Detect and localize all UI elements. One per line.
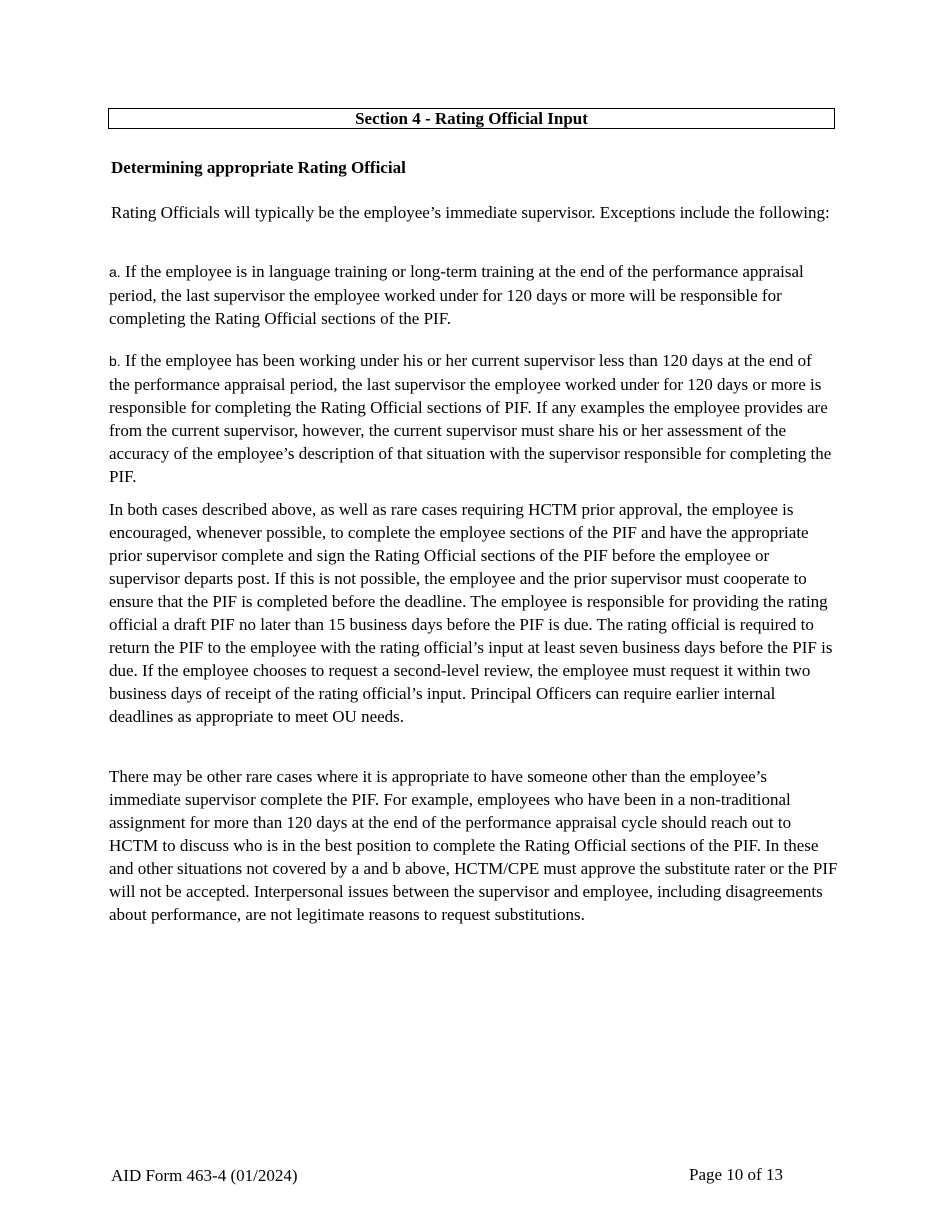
- section-title-box: [108, 108, 835, 129]
- section-heading: Determining appropriate Rating Official: [111, 158, 406, 177]
- exception-b-text: If the employee has been working under his or her current supervisor less than 120 days at the end of the performance appraisal period, the last supervisor the employee worked under for 120 days or more is responsible for completing the Rating Official sections of PIF. If any examples the employee provides are from the current supervisor, however, the current supervisor must share his or her assessment of the accuracy of the employee’s description of that situation with the supervisor responsible for completing the PIF.: [109, 351, 832, 486]
- both-cases-paragraph: In both cases described above, as well as rare cases requiring HCTM prior approval, the employee is encouraged, whenever possible, to complete the employee sections of the PIF and have the appropriate prior supervisor complete and sign the Rating Official sections of the PIF before the employee or supervisor departs post. If this is not possible, the employee and the prior supervisor must cooperate to ensure that the PIF is completed before the deadline. The employee is responsible for providing the rating official a draft PIF no later than 15 business days before the PIF is due. The rating official is required to return the PIF to the employee with the rating official’s input at least seven business days before the PIF is due. If the employee chooses to request a second-level review, the employee must request it within two business days of receipt of the rating official’s input. Principal Officers can require earlier internal deadlines as appropriate to meet OU needs.: [109, 500, 833, 726]
- intro-paragraph: Rating Officials will typically be the employee’s immediate supervisor. Exceptions include the following:: [111, 203, 830, 222]
- other-cases-paragraph: There may be other rare cases where it is appropriate to have someone other than the employee’s immediate supervisor complete the PIF. For example, employees who have been in a non-traditional assignment for more than 120 days at the end of the performance appraisal cycle should reach out to HCTM to discuss who is in the best position to complete the Rating Official sections of the PIF. In these and other situations not covered by a and b above, HCTM/CPE must approve the substitute rater or the PIF will not be accepted. Interpersonal issues between the supervisor and employee, including disagreements about performance, are not legitimate reasons to request substitutions.: [109, 767, 838, 924]
- exception-a-paragraph: [109, 260, 834, 330]
- section-title: Section 4 - Rating Official Input: [355, 109, 588, 128]
- exception-b-label: b.: [109, 353, 121, 369]
- exception-b-paragraph: [109, 349, 834, 488]
- footer-page-number: Page 10 of 13: [689, 1165, 783, 1184]
- footer-form-id: AID Form 463-4 (01/2024): [111, 1166, 298, 1185]
- exception-a-label: a.: [109, 264, 121, 280]
- exception-a-text: If the employee is in language training or long-term training at the end of the performance appraisal period, the last supervisor the employee worked under for 120 days or more will be responsible for completing the Rating Official sections of the PIF.: [109, 262, 804, 328]
